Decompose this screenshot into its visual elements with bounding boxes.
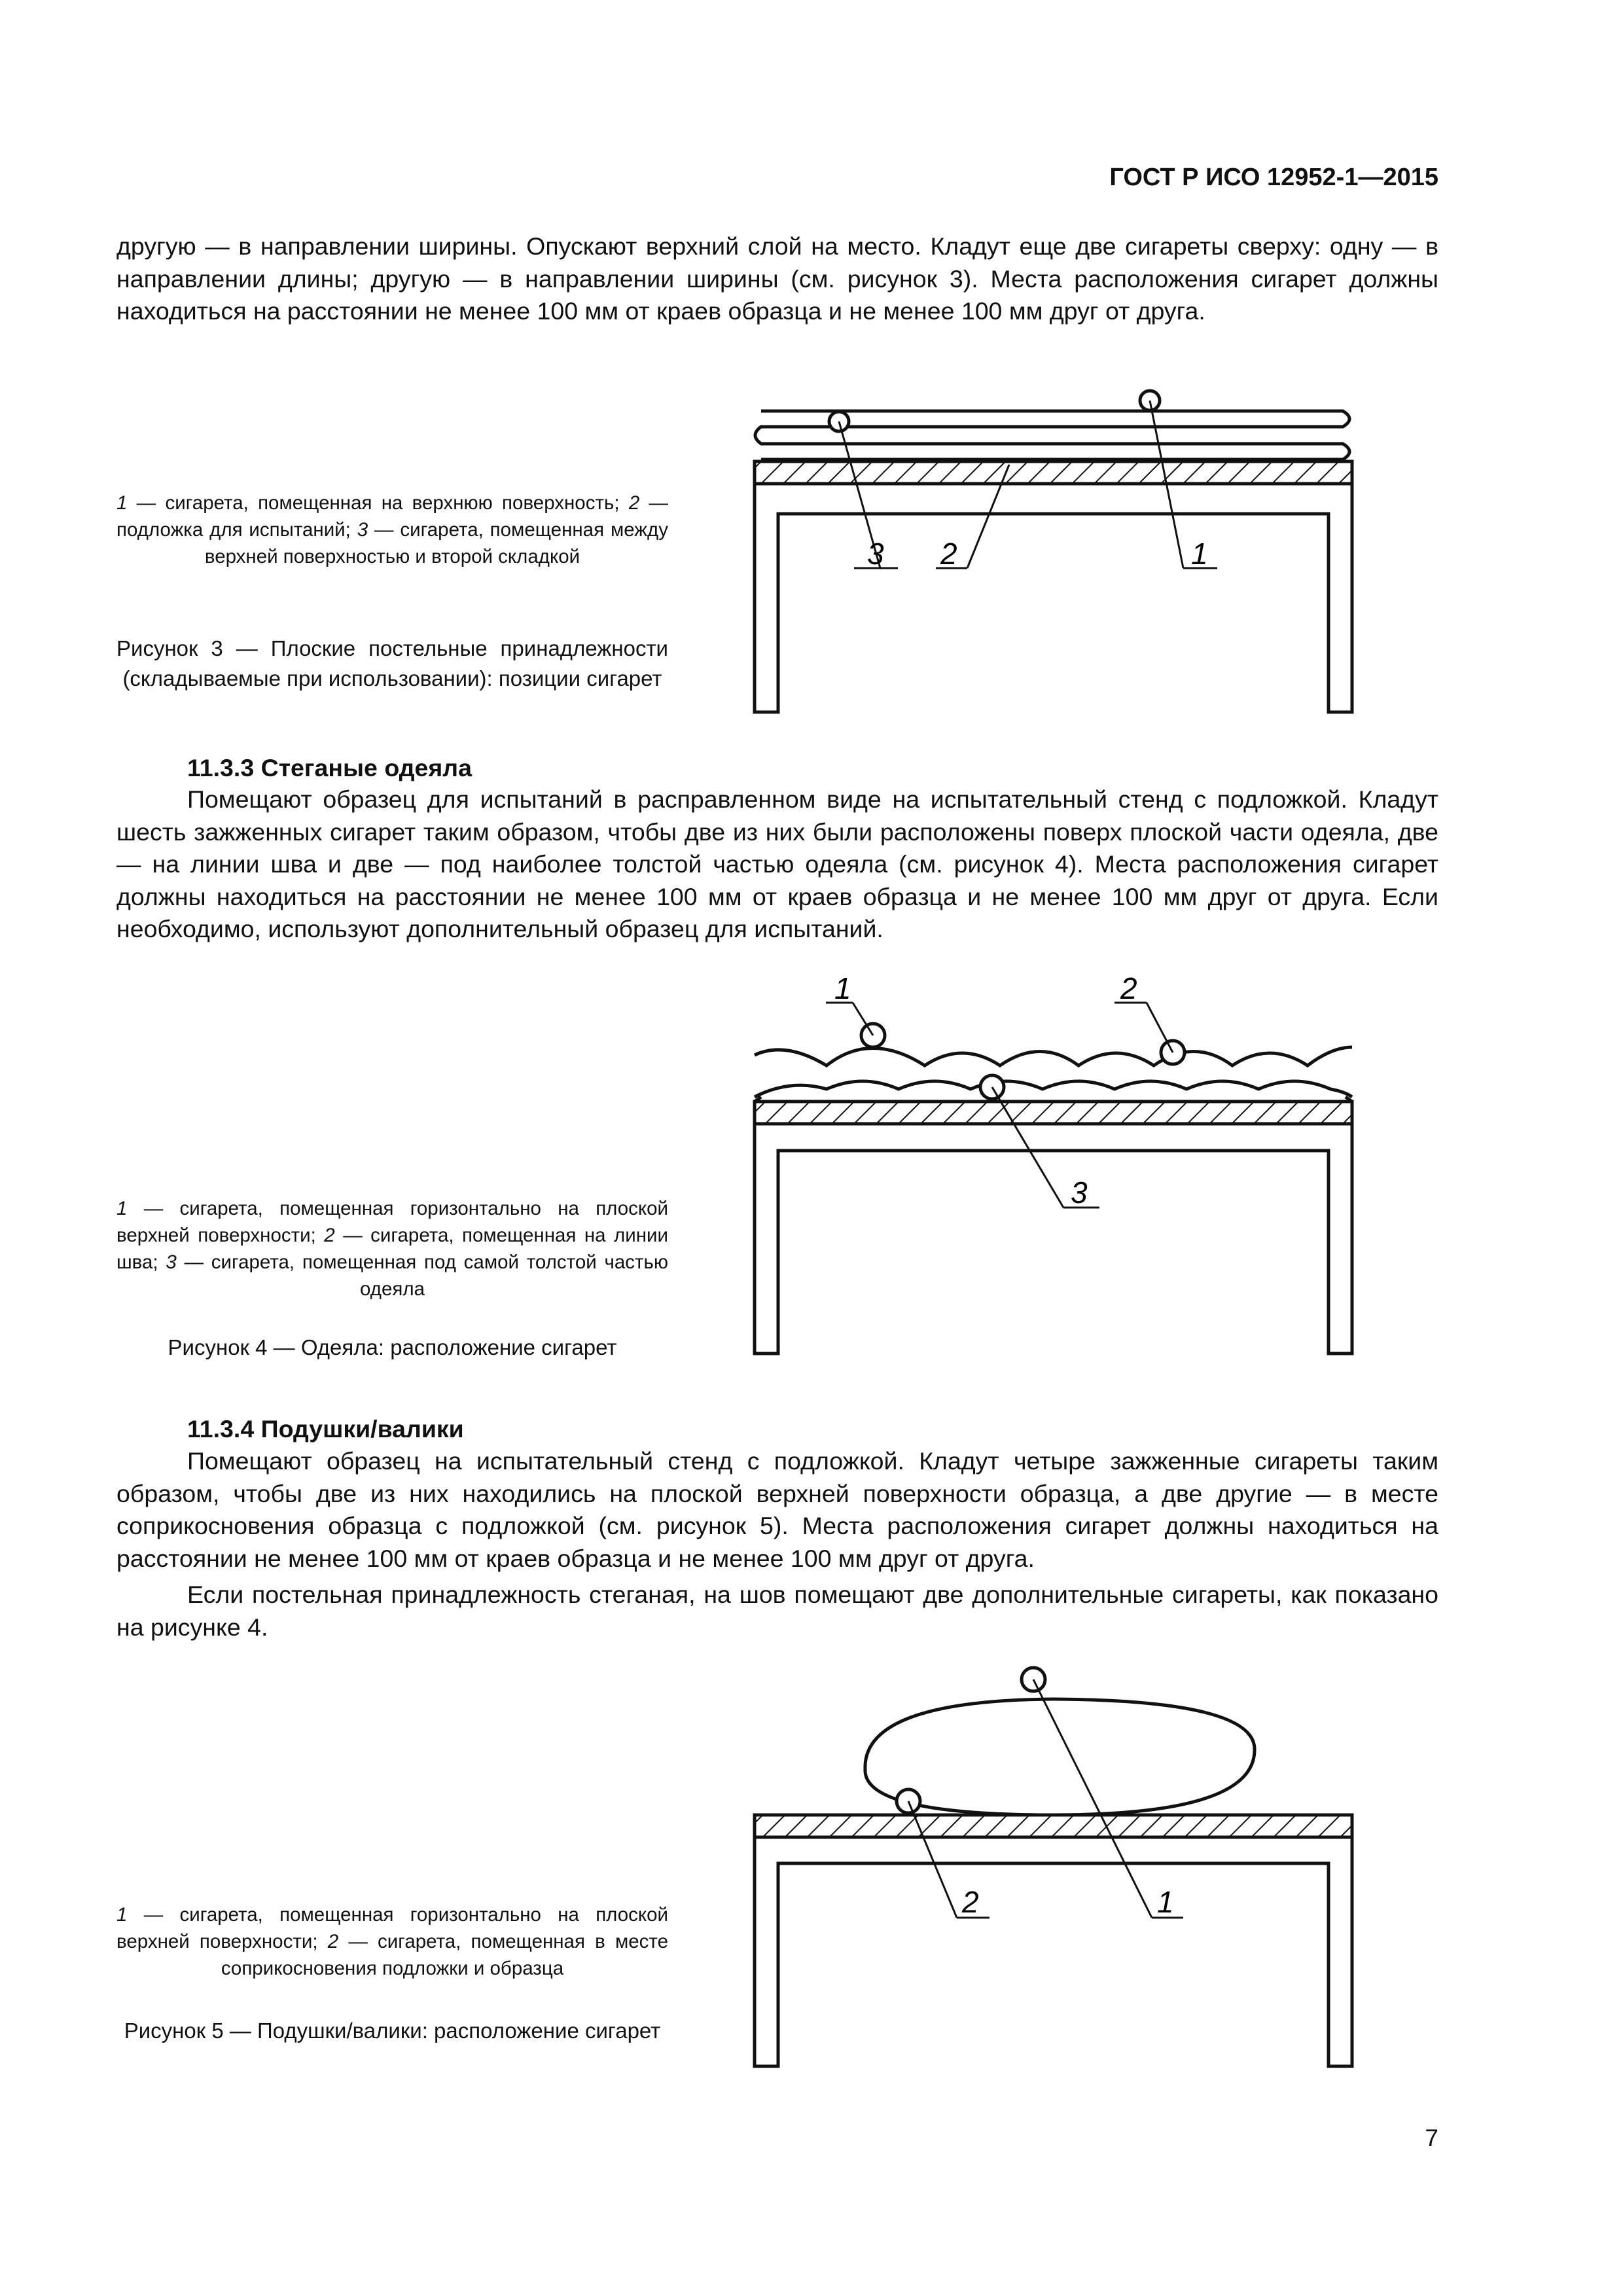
figure5-legend xyxy=(116,1901,668,1982)
figure3-label-2: 2 xyxy=(940,537,957,571)
document-header: ГОСТ Р ИСО 12952-1—2015 xyxy=(1109,164,1438,191)
figure3-label-1: 1 xyxy=(1191,537,1208,571)
section-11-3-4-heading: 11.3.4 Подушки/валики xyxy=(187,1415,464,1443)
figure3-caption: Рисунок 3 — Плоские постельные принадлежности (складываемые при использовании): позиции сигарет xyxy=(116,636,668,691)
figure5-legend-num-2: 2 xyxy=(327,1931,339,1952)
figure4-label-1: 1 xyxy=(834,971,851,1005)
figure5-table-frame xyxy=(755,1815,1352,2066)
section-11-3-3-heading: 11.3.3 Стеганые одеяла xyxy=(187,754,472,781)
section-11-3-4-text-2: Если постельная принадлежность стеганая, на шов помещают две дополнительные сигареты, как показано на рисунке 4. xyxy=(116,1581,1438,1641)
figure3-label-3: 3 xyxy=(867,537,884,571)
section-11-3-3-text: Помещают образец для испытаний в расправленном виде на испытательный стенд с подложкой. Кладут шесть зажженных сигарет таким образом, чтобы две из них были расположены поверх плоской части одеяла, две — на линии шва и две — под наиболее толстой частью одеяла (см. рисунок 4). Места расположения сигарет должны находиться на расстоянии не менее 100 мм от краев образца и не менее 100 мм друг от друга. Если необходимо, используют дополнительный образец для испытаний. xyxy=(116,785,1438,943)
figure4-legend-text-3: — сигарета, помещенная под самой толстой частью одеяла xyxy=(176,1251,668,1300)
figure4-legend-num-3: 3 xyxy=(166,1251,177,1273)
figure4-legend-num-2: 2 xyxy=(324,1225,335,1246)
figure5-legend-text-2: — сигарета, помещенная в месте соприкосновения подложки и образца xyxy=(221,1931,669,1979)
section-11-3-4-text-1: Помещают образец на испытательный стенд с подложкой. Кладут четыре зажженные сигареты таким образом, чтобы две из них находились на плоской верхней поверхности образца, а две другие — в месте соприкосновения образца с подложкой (см. рисунок 5). Места расположения сигарет должны находиться на расстоянии не менее 100 мм от краев образца и не менее 100 мм друг от друга. xyxy=(116,1447,1438,1572)
figure4-label-3: 3 xyxy=(1071,1175,1088,1210)
figure5-substrate xyxy=(755,1815,1352,1837)
figure3-legend-num-3: 3 xyxy=(357,519,368,541)
figure5-pillow xyxy=(865,1699,1255,1815)
page-number: 7 xyxy=(1425,2125,1438,2151)
figure5-legend-num-1: 1 xyxy=(116,1904,128,1926)
figure4-legend-num-1: 1 xyxy=(116,1198,128,1219)
figure4-legend-text-1: — сигарета, помещенная горизонтально на плоской верхней поверхности; xyxy=(116,1198,668,1246)
figure3-legend-text-1: — сигарета, помещенная на верхнюю поверхность; xyxy=(127,492,629,514)
figure3-legend-text-3: — сигарета, помещенная между верхней поверхностью и второй складкой xyxy=(204,519,668,567)
figure5-legend-text-1: — сигарета, помещенная горизонтально на плоской верхней поверхности; xyxy=(116,1904,668,1952)
figure4-legend-text-2: — сигарета, помещенная на линии шва; xyxy=(116,1225,668,1273)
figure5-label-2: 2 xyxy=(962,1885,979,1919)
intro-paragraph: другую — в направлении ширины. Опускают верхний слой на место. Кладут еще две сигареты сверху: одну — в направлении длины; другую — в направлении ширины (см. рисунок 3). Места расположения сигарет должны находиться на расстоянии не менее 100 мм от краев образца и не менее 100 мм друг от друга. xyxy=(116,232,1438,325)
figure4-caption: Рисунок 4 — Одеяла: расположение сигарет xyxy=(168,1335,617,1359)
figure3-legend-text-2: — подложка для испытаний; xyxy=(116,492,668,541)
figure3-legend-num-1: 1 xyxy=(116,492,128,514)
figure5-caption: Рисунок 5 — Подушки/валики: расположение сигарет xyxy=(124,2018,661,2043)
figure4-label-2: 2 xyxy=(1120,971,1137,1005)
figure3-legend-num-2: 2 xyxy=(628,492,640,514)
figure5-label-1: 1 xyxy=(1157,1885,1174,1919)
